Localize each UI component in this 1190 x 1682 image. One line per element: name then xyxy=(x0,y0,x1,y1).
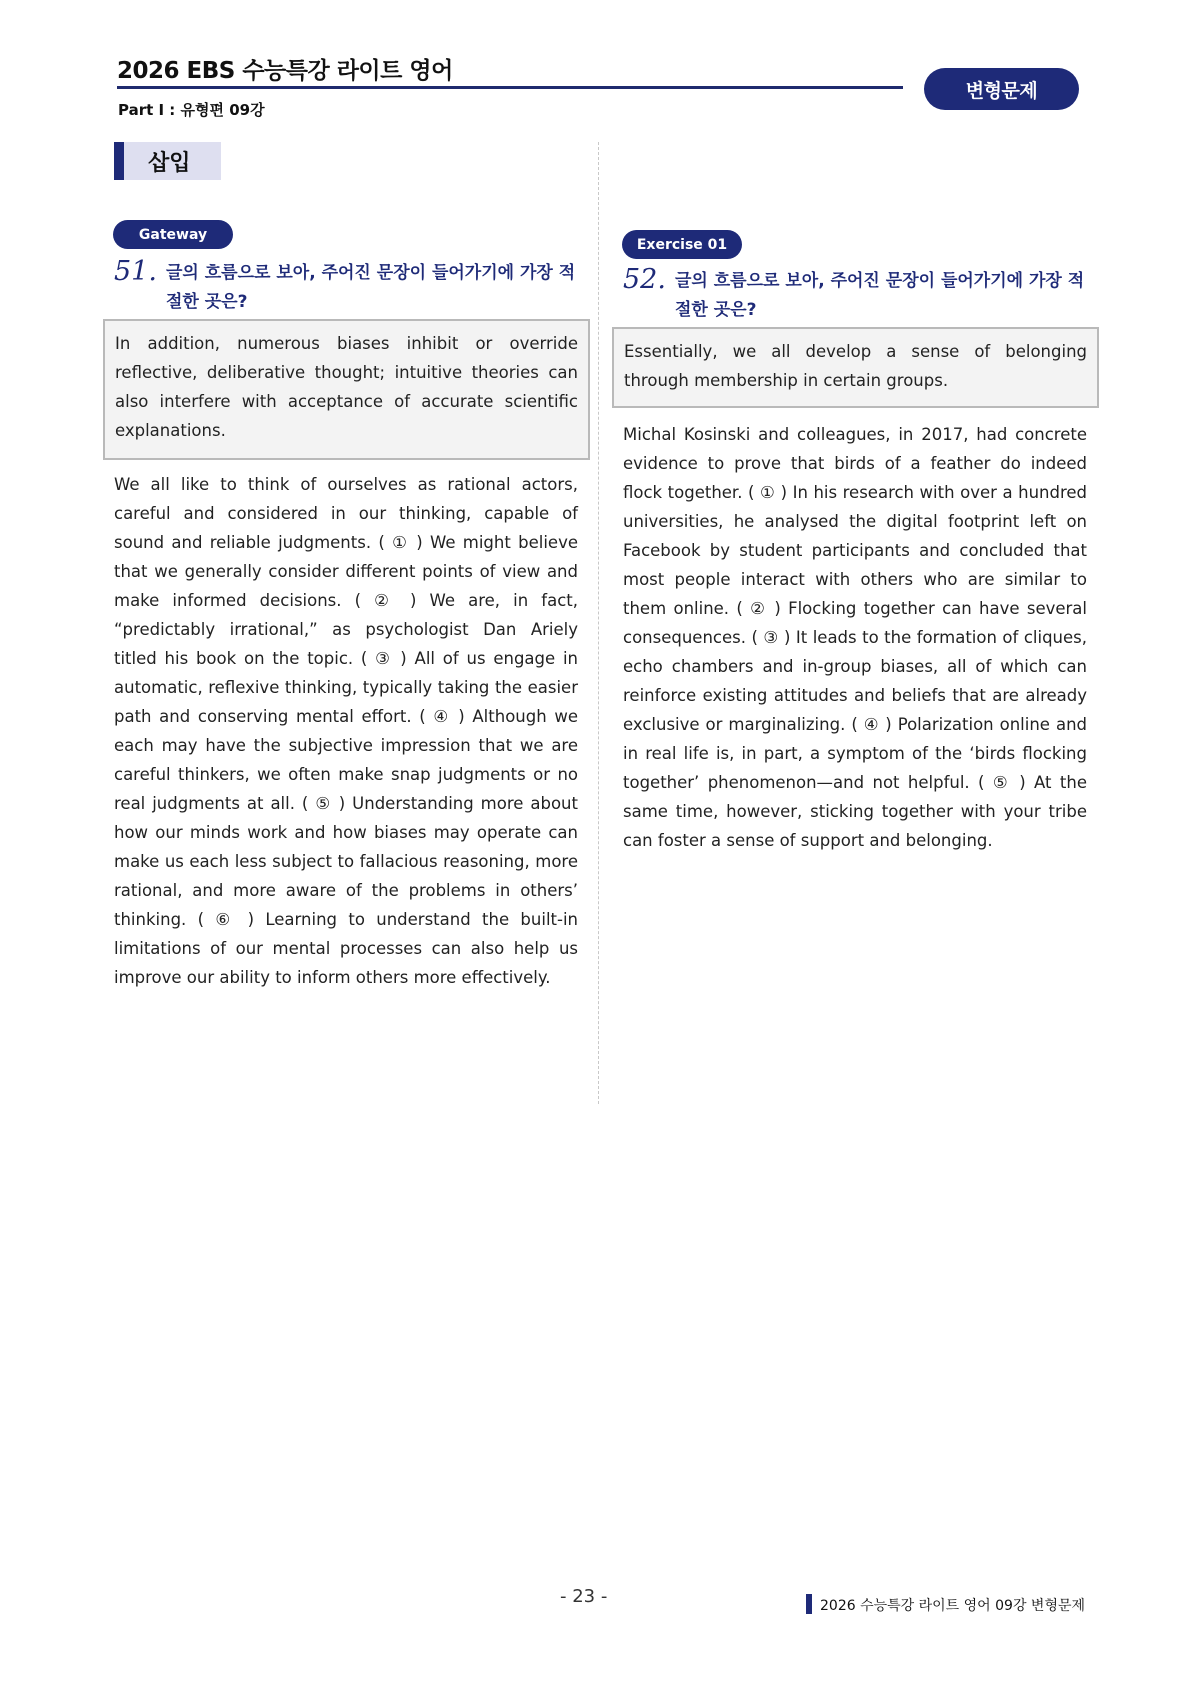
column-divider xyxy=(598,142,599,1104)
given-sentence-box: In addition, numerous biases inhibit or override reflective, deliberative thought; intuitive theories can also interfere with acceptance of accurate scientific explanations. xyxy=(103,319,590,460)
section-label-text: 삽입 xyxy=(148,150,191,176)
header-divider xyxy=(117,86,903,89)
footer-title: 2026 수능특강 라이트 영어 09강 변형문제 xyxy=(820,1598,1086,1614)
passage-text: We all like to think of ourselves as rational actors, careful and considered in our thinking, capable of sound and reliable judgments. ( ① ) We might believe that we generally consider different points of view and make informed decisions. ( ② ) We are, in fact, “predictably irrational,” as psychologist Dan Ariely titled his book on the topic. ( ③ ) All of us engage in automatic, reflexive thinking, typically taking the easier path and conserving mental effort. ( ④ ) Although we each may have the subjective impression that we are careful thinkers, we often make snap judgments or no real judgments at all. ( ⑤ ) Understanding more about how our minds work and how biases may operate can make us each less subject to fallacious reasoning, more rational, and more aware of the problems in others’ thinking. ( ⑥ ) Learning to understand the built-in limitations of our mental processes can also help us improve our ability to inform others more effectively. xyxy=(114,475,578,987)
passage-text: Michal Kosinski and colleagues, in 2017, had concrete evidence to prove that birds of a feather do indeed flock together. ( ① ) In his research with over a hundred universities, he analysed the digital footprint left on Facebook by student participants and concluded that most people interact with others who are similar to them online. ( ② ) Flocking together can have several consequences. ( ③ ) It leads to the formation of cliques, echo chambers and in-group biases, all of which can reinforce existing attitudes and beliefs that are already exclusive or marginalizing. ( ④ ) Polarization online and in real life is, in part, a symptom of the ‘birds flocking together’ phenomenon—and not helpful. ( ⑤ ) At the same time, however, sticking together with your tribe can foster a sense of support and belonging. xyxy=(623,425,1087,850)
exercise-pill: Exercise 01 xyxy=(622,230,742,259)
question-number: 52. xyxy=(623,264,666,295)
given-sentence-box: Essentially, we all develop a sense of belonging through membership in certain groups. xyxy=(612,327,1099,408)
question-number: 51. xyxy=(114,256,157,287)
footer-accent-bar xyxy=(806,1594,812,1614)
question-prompt: 글의 흐름으로 보아, 주어진 문장이 들어가기에 가장 적절한 곳은? xyxy=(675,271,1085,320)
gateway-pill: Gateway xyxy=(113,220,233,249)
header-subtitle: Part Ⅰ : 유형편 09강 xyxy=(118,101,265,119)
page-number: - 23 - xyxy=(560,1586,608,1607)
header-title: 2026 EBS 수능특강 라이트 영어 xyxy=(117,58,453,84)
question-prompt: 글의 흐름으로 보아, 주어진 문장이 들어가기에 가장 적절한 곳은? xyxy=(166,263,576,312)
question-52 xyxy=(623,264,1093,325)
section-label xyxy=(114,142,221,180)
question-51 xyxy=(114,256,584,317)
variant-badge: 변형문제 xyxy=(924,68,1079,110)
